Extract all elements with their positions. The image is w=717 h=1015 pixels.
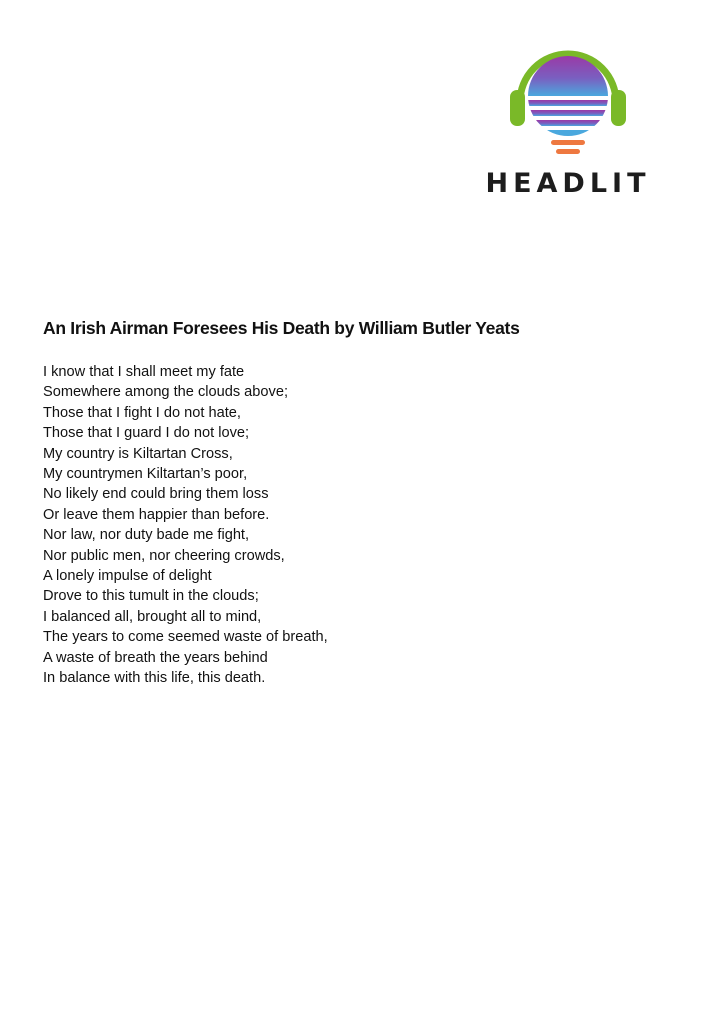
- poem-line: Drove to this tumult in the clouds;: [43, 588, 259, 605]
- poem-line: My countrymen Kiltartan’s poor,: [43, 466, 248, 483]
- poem-line: No likely end could bring them loss: [43, 486, 269, 503]
- poem-line: A waste of breath the years behind: [43, 649, 268, 666]
- poem-line: I know that I shall meet my fate: [43, 364, 245, 380]
- headlit-logo: [468, 40, 668, 200]
- poem-line: In balance with this life, this death.: [43, 670, 266, 687]
- poem-line: Nor law, nor duty bade me fight,: [43, 527, 250, 544]
- poem-line: Somewhere among the clouds above;: [43, 384, 289, 401]
- brand-name: HEADLIT: [485, 168, 651, 199]
- poem-body: [43, 362, 328, 689]
- poem-line: My country is Kiltartan Cross,: [43, 445, 233, 462]
- poem-line: A lonely impulse of delight: [43, 568, 212, 585]
- poem-line: Or leave them happier than before.: [43, 506, 270, 523]
- headphones-lightbulb-icon: [508, 40, 628, 160]
- poem-line: Nor public men, nor cheering crowds,: [43, 547, 285, 564]
- poem-line: The years to come seemed waste of breath,: [43, 629, 328, 646]
- poem-line: I balanced all, brought all to mind,: [43, 608, 262, 625]
- poem-line: Those that I fight I do not hate,: [43, 404, 241, 421]
- poem-line: Those that I guard I do not love;: [43, 425, 250, 442]
- poem-title: An Irish Airman Foresees His Death by William Butler Yeats: [43, 318, 520, 338]
